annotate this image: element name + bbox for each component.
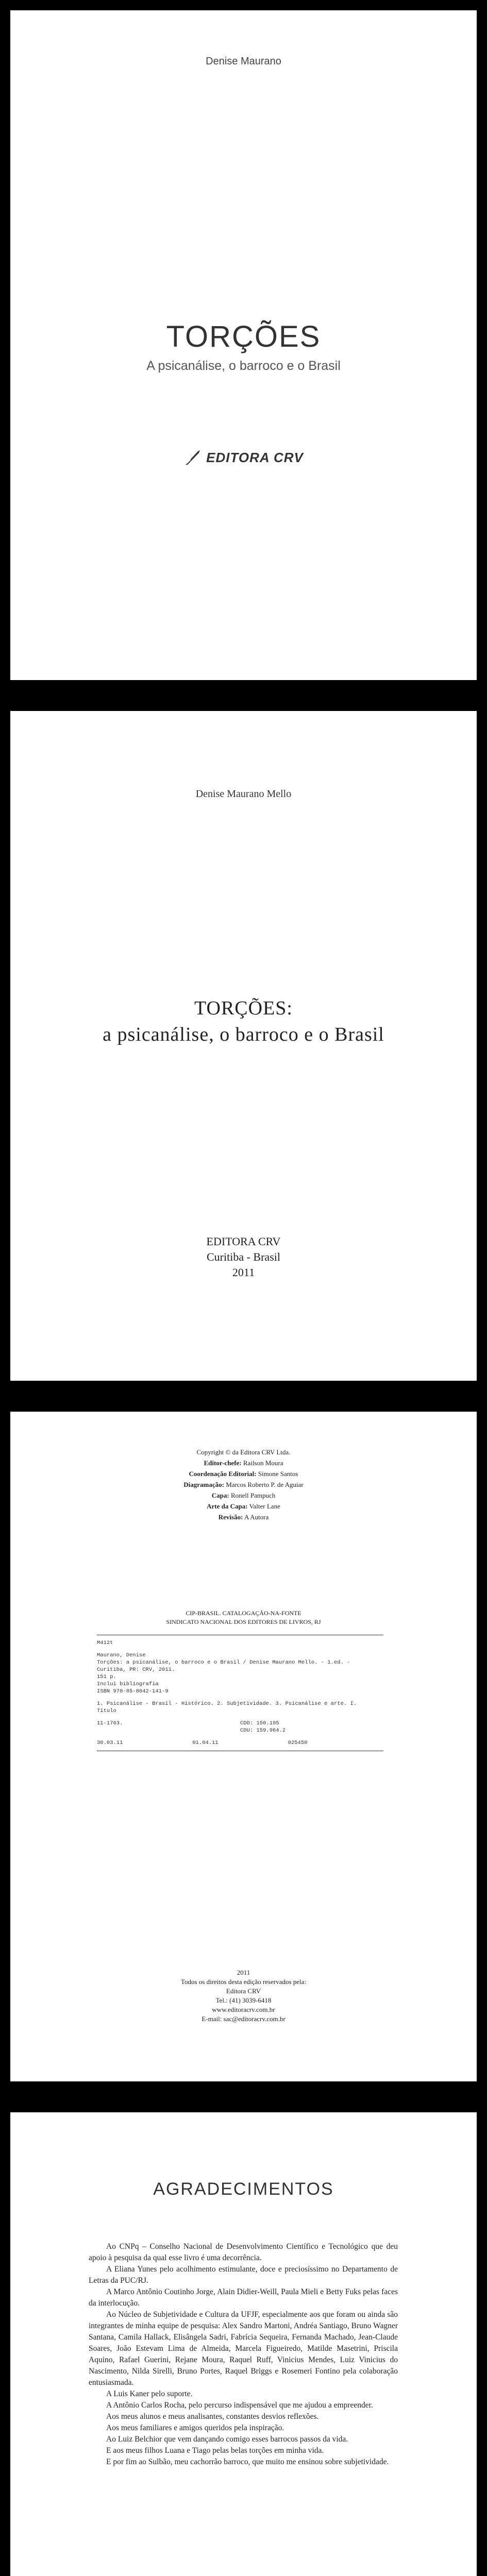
cip-line: Título — [97, 1708, 116, 1714]
imprint-publisher: EDITORA CRV — [206, 1235, 281, 1248]
credit-line — [10, 1458, 477, 1468]
title-page-title: TORÇÕES: — [194, 997, 293, 1019]
title-page-imprint — [10, 1234, 477, 1280]
copyright-line: Copyright © da Editora CRV Ltda. — [196, 1448, 291, 1456]
cip-number: 025450 — [288, 1740, 308, 1746]
credit-value: Valter Lane — [249, 1502, 280, 1510]
acknowledgements-title: AGRADECIMENTOS — [153, 2179, 334, 2199]
imprint-year: 2011 — [232, 1266, 255, 1279]
cip-heading-line: CIP-BRASIL. CATALOGAÇÃO-NA-FONTE — [186, 1609, 301, 1617]
paragraph: A Eliana Yunes pelo acolhimento estimulante, doce e preciosíssimo no Departamento de Letras da PUC/RJ. — [89, 2265, 398, 2285]
cip-date-row — [97, 1739, 383, 1747]
paragraph: E por fim ao Sulbão, meu cachorrão barroco, que muito me ensinou sobre subjetividade. — [106, 2458, 389, 2466]
credit-line — [10, 1490, 477, 1501]
credit-value: Ronell Pampuch — [230, 1492, 276, 1499]
cip-line: Inclui bibliografia — [97, 1681, 159, 1687]
title-page — [10, 711, 477, 1381]
credit-label: Arte da Capa: — [207, 1502, 248, 1510]
credit-value: Railson Moura — [243, 1459, 283, 1467]
credit-line — [10, 1512, 477, 1522]
credit-line — [10, 1479, 477, 1490]
cip-date: 30.03.11 — [97, 1740, 123, 1746]
credit-value: A Autora — [244, 1513, 269, 1521]
quill-icon — [183, 448, 202, 467]
cip-class-row — [97, 1727, 383, 1734]
credits-block — [10, 1447, 477, 1522]
paragraph: Ao Luiz Belchior que vem dançando comigo esses barrocos passos da vida. — [106, 2435, 348, 2444]
credit-label: Capa: — [211, 1492, 229, 1499]
cover-title: TORÇÕES — [166, 320, 321, 353]
credit-label: Editor-chefe: — [204, 1459, 242, 1467]
cip-line: 151 p. — [97, 1674, 116, 1680]
cover-author: Denise Maurano — [206, 56, 281, 67]
contact-line: 2011 — [237, 1969, 250, 1976]
credit-value: Marcos Roberto P. de Aguiar — [226, 1481, 304, 1488]
publisher-logo — [10, 448, 477, 467]
imprint-city: Curitiba - Brasil — [207, 1250, 280, 1263]
credit-label: Diagramação: — [183, 1481, 224, 1488]
cip-code: M412t — [97, 1640, 113, 1646]
acknowledgements-page — [10, 2112, 477, 2576]
cip-line: Curitiba, PR: CRV, 2011. — [97, 1667, 175, 1673]
cip-line: Torções: a psicanálise, o barroco e o Brasil / Denise Maurano Mello. - 1.ed. - — [97, 1659, 350, 1666]
credit-value: Simone Santos — [258, 1470, 298, 1478]
contact-line: Todos os direitos desta edição reservados pela: — [180, 1978, 307, 1986]
cip-number: 11-1763. — [97, 1720, 123, 1726]
credit-label: Coordenação Editorial: — [189, 1470, 257, 1478]
cdd-code: CDD: 150.195 — [240, 1720, 279, 1726]
cip-class-row — [97, 1720, 383, 1727]
credit-line — [10, 1501, 477, 1512]
credit-line — [10, 1468, 477, 1479]
paragraph: Ao CNPq – Conselho Nacional de Desenvolvimento Científico e Tecnológico que deu apoio à pesquisa da qual esse livro é uma decorrência. — [89, 2242, 398, 2262]
publisher-logo-text: EDITORA CRV — [206, 449, 304, 465]
title-page-author: Denise Maurano Mello — [195, 788, 292, 800]
paragraph: A Luis Kaner pelo suporte. — [106, 2389, 193, 2398]
contact-line: Tel.: (41) 3039-6418 — [215, 1996, 272, 2004]
paragraph: Ao Núcleo de Subjetividade e Cultura da UFJF, especialmente aos que foram ou ainda são integrantes de minha equipe de pesquisa: Alex Sandro Martoni, Andréa Santiago, Bruno Wagner Santana, Camila Hallack, Elisângela Sadri, Fabrícia Sequeira, Fernanda Machado, Jean-Claude Soares, João Estevam Lima de Almeida, Marcela Figueiredo, Matilde Masetrini, Priscila Aquino, Rafael Guerini, Rejane Moura, Raquel Ruff, Vinicius Mendes, Luiz Vinicius do Nascimento, Nilda Sirelli, Bruno Portes, Raquel Briggs e Rosemeri Fontino pela colaboração entusiasmada. — [89, 2310, 398, 2387]
cdu-code: CDU: 159.964.2 — [240, 1727, 286, 1734]
cover-page — [10, 10, 477, 680]
paragraph: A Marco Antônio Coutinho Jorge, Alain Didier-Weill, Paula Mieli e Betty Fuks pelas faces da interlocução. — [89, 2287, 398, 2308]
paragraph: E aos meus filhos Luana e Tiago pelas belas torções em minha vida. — [106, 2446, 324, 2455]
website-link[interactable]: www.editoracrv.com.br — [212, 2006, 275, 2013]
title-page-subtitle: a psicanálise, o barroco e o Brasil — [103, 1024, 384, 1045]
copyright-page — [10, 1412, 477, 2081]
paragraph: Aos meus familiares e amigos queridos pela inspiração. — [106, 2424, 284, 2432]
email-link[interactable]: E-mail: sac@editoracrv.com.br — [201, 2015, 286, 2023]
credit-label: Revisão: — [218, 1513, 243, 1521]
cip-line: ISBN 978-85-8042-141-9 — [97, 1688, 169, 1694]
cip-date: 01.04.11 — [192, 1740, 219, 1746]
acknowledgements-body — [89, 2241, 398, 2468]
cip-heading-line: SINDICATO NACIONAL DOS EDITORES DE LIVROS, RJ — [166, 1618, 321, 1625]
cip-line: 1. Psicanálise - Brasil - Histórico. 2. Subjetividade. 3. Psicanálise e arte. I. — [97, 1701, 357, 1707]
cip-heading — [10, 1609, 477, 1626]
cover-subtitle: A psicanálise, o barroco e o Brasil — [146, 359, 341, 373]
contact-line: Editora CRV — [226, 1987, 261, 1995]
cip-record — [97, 1631, 383, 1755]
paragraph: A Antônio Carlos Rocha, pelo percurso indispensável que me ajudou a empreender. — [106, 2401, 373, 2410]
cip-line: Maurano, Denise — [97, 1652, 146, 1658]
publisher-contact — [10, 1968, 477, 2024]
paragraph: Aos meus alunos e meus analisantes, constantes desvios reflexões. — [106, 2412, 319, 2421]
